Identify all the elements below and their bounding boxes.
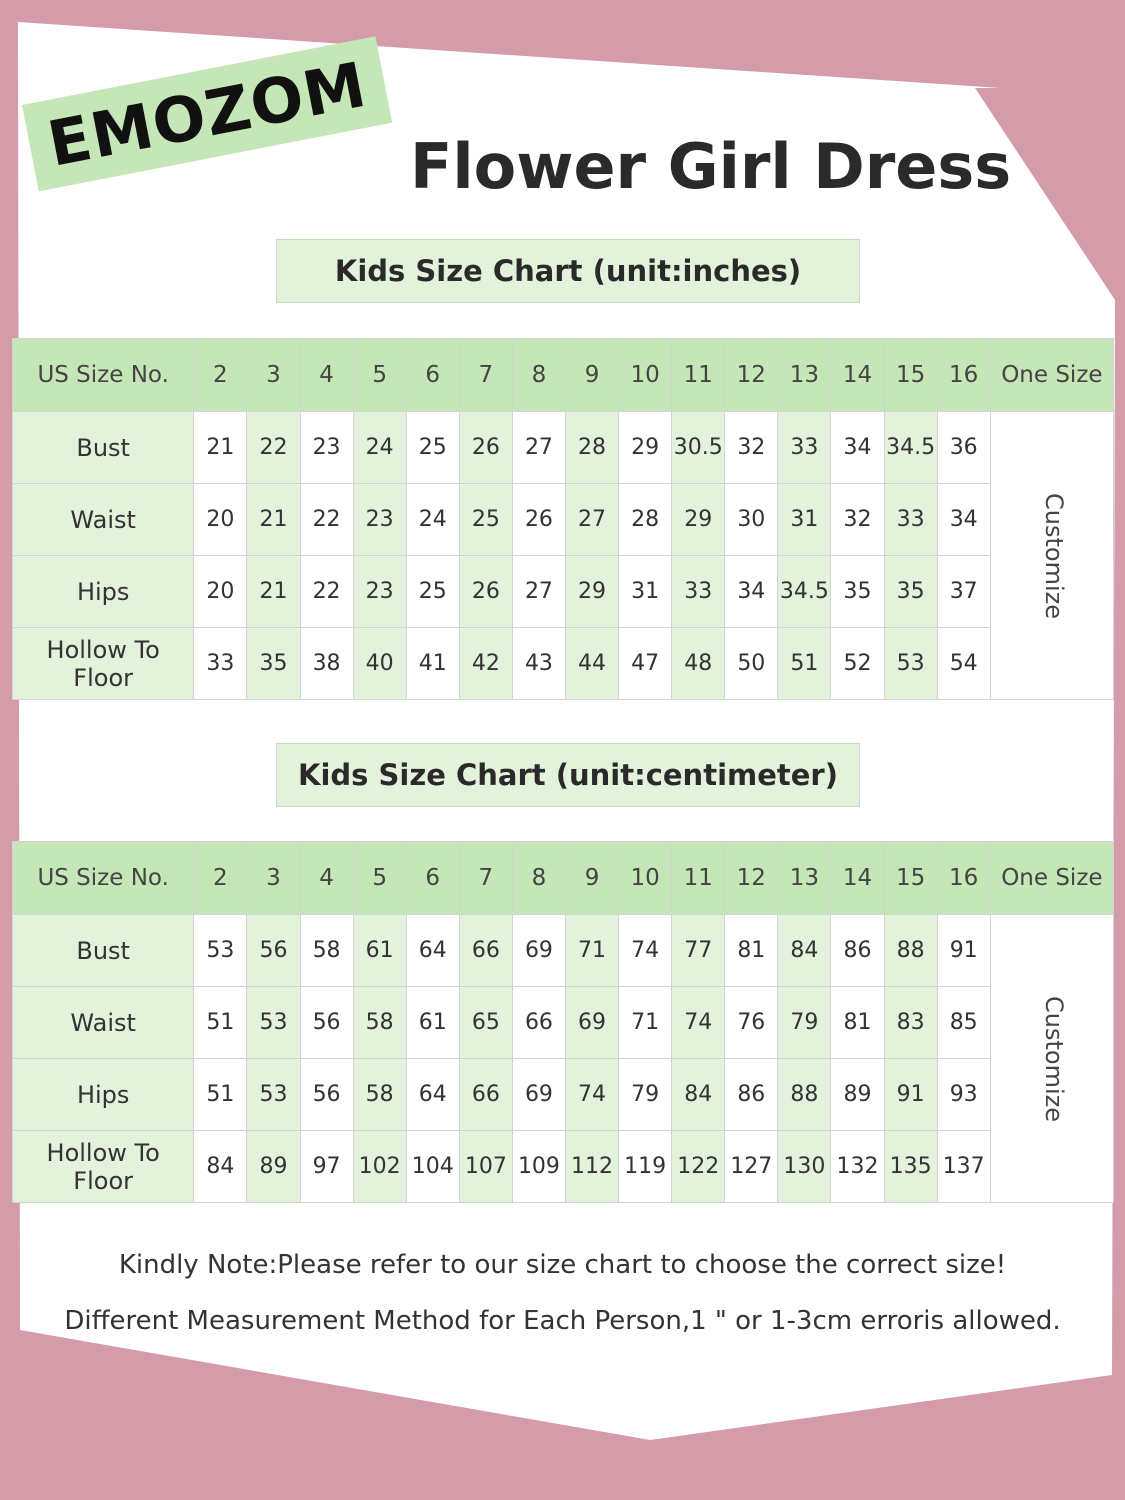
size-value-cell: 21 bbox=[194, 412, 247, 484]
size-value-cell: 52 bbox=[831, 628, 884, 700]
size-value-cell: 26 bbox=[459, 556, 512, 628]
size-value-cell: 53 bbox=[884, 628, 937, 700]
row-label: Hips bbox=[13, 1059, 194, 1131]
size-value-cell: 61 bbox=[353, 915, 406, 987]
size-value-cell: 81 bbox=[725, 915, 778, 987]
size-header-cell: 5 bbox=[353, 842, 406, 915]
size-value-cell: 91 bbox=[937, 915, 990, 987]
size-header-cell: 11 bbox=[672, 842, 725, 915]
size-value-cell: 34.5 bbox=[778, 556, 831, 628]
brand-name: EMOZOM bbox=[42, 47, 373, 181]
size-header-cell: 12 bbox=[725, 842, 778, 915]
size-value-cell: 58 bbox=[300, 915, 353, 987]
size-header-cell: 8 bbox=[512, 842, 565, 915]
size-chart-centimeter bbox=[12, 841, 1114, 1203]
size-value-cell: 77 bbox=[672, 915, 725, 987]
row-label: Hollow To Floor bbox=[13, 1131, 194, 1203]
size-value-cell: 34 bbox=[937, 484, 990, 556]
size-header-label: US Size No. bbox=[13, 842, 194, 915]
size-value-cell: 84 bbox=[194, 1131, 247, 1203]
size-header-cell: 7 bbox=[459, 842, 512, 915]
size-value-cell: 24 bbox=[353, 412, 406, 484]
size-header-cell: 9 bbox=[565, 842, 618, 915]
row-label: Hollow To Floor bbox=[13, 628, 194, 700]
size-value-cell: 83 bbox=[884, 987, 937, 1059]
table-row bbox=[13, 628, 1114, 700]
size-value-cell: 58 bbox=[353, 1059, 406, 1131]
size-value-cell: 29 bbox=[619, 412, 672, 484]
size-value-cell: 53 bbox=[247, 1059, 300, 1131]
size-value-cell: 25 bbox=[459, 484, 512, 556]
size-value-cell: 42 bbox=[459, 628, 512, 700]
size-value-cell: 51 bbox=[778, 628, 831, 700]
table-row bbox=[13, 915, 1114, 987]
size-value-cell: 65 bbox=[459, 987, 512, 1059]
size-value-cell: 56 bbox=[300, 987, 353, 1059]
one-size-header: One Size bbox=[990, 842, 1113, 915]
size-value-cell: 26 bbox=[459, 412, 512, 484]
size-value-cell: 33 bbox=[884, 484, 937, 556]
size-value-cell: 20 bbox=[194, 556, 247, 628]
size-header-cell: 8 bbox=[512, 339, 565, 412]
size-value-cell: 27 bbox=[565, 484, 618, 556]
size-value-cell: 76 bbox=[725, 987, 778, 1059]
table-row bbox=[13, 987, 1114, 1059]
size-value-cell: 33 bbox=[778, 412, 831, 484]
size-value-cell: 102 bbox=[353, 1131, 406, 1203]
customize-cell bbox=[990, 412, 1113, 700]
size-header-cell: 11 bbox=[672, 339, 725, 412]
table-row bbox=[13, 1131, 1114, 1203]
row-label: Bust bbox=[13, 915, 194, 987]
measurement-note: Different Measurement Method for Each Person,1 " or 1-3cm erroris allowed. bbox=[64, 1306, 1061, 1336]
size-value-cell: 44 bbox=[565, 628, 618, 700]
customize-label: Customize bbox=[1039, 995, 1068, 1122]
size-header-cell: 7 bbox=[459, 339, 512, 412]
size-value-cell: 71 bbox=[565, 915, 618, 987]
size-value-cell: 130 bbox=[778, 1131, 831, 1203]
size-value-cell: 29 bbox=[672, 484, 725, 556]
size-value-cell: 93 bbox=[937, 1059, 990, 1131]
size-value-cell: 23 bbox=[300, 412, 353, 484]
size-value-cell: 81 bbox=[831, 987, 884, 1059]
size-value-cell: 21 bbox=[247, 484, 300, 556]
size-value-cell: 22 bbox=[300, 556, 353, 628]
size-value-cell: 43 bbox=[512, 628, 565, 700]
size-value-cell: 56 bbox=[247, 915, 300, 987]
table-row bbox=[13, 1059, 1114, 1131]
size-header-cell: 5 bbox=[353, 339, 406, 412]
customize-label: Customize bbox=[1039, 492, 1068, 619]
size-value-cell: 25 bbox=[406, 556, 459, 628]
size-value-cell: 88 bbox=[884, 915, 937, 987]
size-value-cell: 74 bbox=[672, 987, 725, 1059]
table-row bbox=[13, 484, 1114, 556]
size-value-cell: 35 bbox=[884, 556, 937, 628]
size-value-cell: 56 bbox=[300, 1059, 353, 1131]
size-value-cell: 84 bbox=[778, 915, 831, 987]
size-value-cell: 79 bbox=[778, 987, 831, 1059]
inches-chart-title: Kids Size Chart (unit:inches) bbox=[276, 239, 860, 303]
size-header-cell: 4 bbox=[300, 339, 353, 412]
size-value-cell: 64 bbox=[406, 915, 459, 987]
size-header-cell: 15 bbox=[884, 339, 937, 412]
size-header-cell: 2 bbox=[194, 842, 247, 915]
size-header-cell: 9 bbox=[565, 339, 618, 412]
size-header-cell: 13 bbox=[778, 842, 831, 915]
size-value-cell: 53 bbox=[247, 987, 300, 1059]
size-value-cell: 31 bbox=[619, 556, 672, 628]
size-value-cell: 54 bbox=[937, 628, 990, 700]
size-header-cell: 6 bbox=[406, 842, 459, 915]
size-value-cell: 48 bbox=[672, 628, 725, 700]
size-value-cell: 27 bbox=[512, 412, 565, 484]
size-value-cell: 35 bbox=[831, 556, 884, 628]
size-value-cell: 64 bbox=[406, 1059, 459, 1131]
size-value-cell: 69 bbox=[512, 915, 565, 987]
table-row bbox=[13, 412, 1114, 484]
size-value-cell: 97 bbox=[300, 1131, 353, 1203]
size-value-cell: 34 bbox=[831, 412, 884, 484]
size-header-cell: 10 bbox=[619, 842, 672, 915]
one-size-header: One Size bbox=[990, 339, 1113, 412]
size-value-cell: 32 bbox=[831, 484, 884, 556]
size-value-cell: 74 bbox=[619, 915, 672, 987]
size-value-cell: 109 bbox=[512, 1131, 565, 1203]
size-value-cell: 127 bbox=[725, 1131, 778, 1203]
size-header-row bbox=[13, 339, 1114, 412]
size-value-cell: 119 bbox=[619, 1131, 672, 1203]
size-value-cell: 74 bbox=[565, 1059, 618, 1131]
size-value-cell: 89 bbox=[831, 1059, 884, 1131]
size-value-cell: 29 bbox=[565, 556, 618, 628]
size-value-cell: 37 bbox=[937, 556, 990, 628]
size-value-cell: 86 bbox=[725, 1059, 778, 1131]
row-label: Bust bbox=[13, 412, 194, 484]
size-value-cell: 36 bbox=[937, 412, 990, 484]
size-header-cell: 16 bbox=[937, 339, 990, 412]
size-value-cell: 104 bbox=[406, 1131, 459, 1203]
size-header-row bbox=[13, 842, 1114, 915]
size-value-cell: 25 bbox=[406, 412, 459, 484]
size-header-cell: 3 bbox=[247, 339, 300, 412]
size-header-cell: 14 bbox=[831, 842, 884, 915]
size-value-cell: 31 bbox=[778, 484, 831, 556]
size-header-cell: 16 bbox=[937, 842, 990, 915]
size-value-cell: 35 bbox=[247, 628, 300, 700]
centimeter-chart-title: Kids Size Chart (unit:centimeter) bbox=[276, 743, 860, 807]
size-header-cell: 3 bbox=[247, 842, 300, 915]
size-value-cell: 27 bbox=[512, 556, 565, 628]
size-value-cell: 137 bbox=[937, 1131, 990, 1203]
size-header-cell: 4 bbox=[300, 842, 353, 915]
size-value-cell: 69 bbox=[512, 1059, 565, 1131]
size-value-cell: 135 bbox=[884, 1131, 937, 1203]
table-row bbox=[13, 556, 1114, 628]
row-label: Waist bbox=[13, 484, 194, 556]
size-value-cell: 79 bbox=[619, 1059, 672, 1131]
size-value-cell: 50 bbox=[725, 628, 778, 700]
size-header-cell: 12 bbox=[725, 339, 778, 412]
size-value-cell: 84 bbox=[672, 1059, 725, 1131]
size-value-cell: 34 bbox=[725, 556, 778, 628]
size-value-cell: 32 bbox=[725, 412, 778, 484]
size-value-cell: 91 bbox=[884, 1059, 937, 1131]
row-label: Waist bbox=[13, 987, 194, 1059]
size-value-cell: 61 bbox=[406, 987, 459, 1059]
size-value-cell: 69 bbox=[565, 987, 618, 1059]
kindly-note: Kindly Note:Please refer to our size chart to choose the correct size! bbox=[118, 1250, 1007, 1280]
size-value-cell: 132 bbox=[831, 1131, 884, 1203]
size-value-cell: 47 bbox=[619, 628, 672, 700]
size-value-cell: 51 bbox=[194, 987, 247, 1059]
size-header-cell: 6 bbox=[406, 339, 459, 412]
size-value-cell: 23 bbox=[353, 556, 406, 628]
size-value-cell: 28 bbox=[565, 412, 618, 484]
size-header-cell: 14 bbox=[831, 339, 884, 412]
size-value-cell: 66 bbox=[459, 915, 512, 987]
customize-cell bbox=[990, 915, 1113, 1203]
size-header-cell: 2 bbox=[194, 339, 247, 412]
size-chart-inches bbox=[12, 338, 1114, 700]
size-value-cell: 122 bbox=[672, 1131, 725, 1203]
row-label: Hips bbox=[13, 556, 194, 628]
size-value-cell: 58 bbox=[353, 987, 406, 1059]
size-value-cell: 88 bbox=[778, 1059, 831, 1131]
size-value-cell: 112 bbox=[565, 1131, 618, 1203]
size-value-cell: 38 bbox=[300, 628, 353, 700]
size-value-cell: 26 bbox=[512, 484, 565, 556]
size-value-cell: 33 bbox=[194, 628, 247, 700]
size-value-cell: 22 bbox=[247, 412, 300, 484]
size-value-cell: 85 bbox=[937, 987, 990, 1059]
size-value-cell: 107 bbox=[459, 1131, 512, 1203]
size-value-cell: 24 bbox=[406, 484, 459, 556]
size-header-cell: 15 bbox=[884, 842, 937, 915]
size-value-cell: 22 bbox=[300, 484, 353, 556]
size-value-cell: 51 bbox=[194, 1059, 247, 1131]
page-title: Flower Girl Dress bbox=[410, 130, 1012, 203]
size-value-cell: 20 bbox=[194, 484, 247, 556]
size-value-cell: 66 bbox=[459, 1059, 512, 1131]
size-value-cell: 41 bbox=[406, 628, 459, 700]
size-value-cell: 89 bbox=[247, 1131, 300, 1203]
size-value-cell: 66 bbox=[512, 987, 565, 1059]
size-value-cell: 71 bbox=[619, 987, 672, 1059]
size-value-cell: 34.5 bbox=[884, 412, 937, 484]
size-value-cell: 30.5 bbox=[672, 412, 725, 484]
size-value-cell: 28 bbox=[619, 484, 672, 556]
size-value-cell: 30 bbox=[725, 484, 778, 556]
size-value-cell: 23 bbox=[353, 484, 406, 556]
size-value-cell: 53 bbox=[194, 915, 247, 987]
size-header-cell: 10 bbox=[619, 339, 672, 412]
size-value-cell: 40 bbox=[353, 628, 406, 700]
size-value-cell: 86 bbox=[831, 915, 884, 987]
size-header-cell: 13 bbox=[778, 339, 831, 412]
size-value-cell: 21 bbox=[247, 556, 300, 628]
size-header-label: US Size No. bbox=[13, 339, 194, 412]
size-value-cell: 33 bbox=[672, 556, 725, 628]
